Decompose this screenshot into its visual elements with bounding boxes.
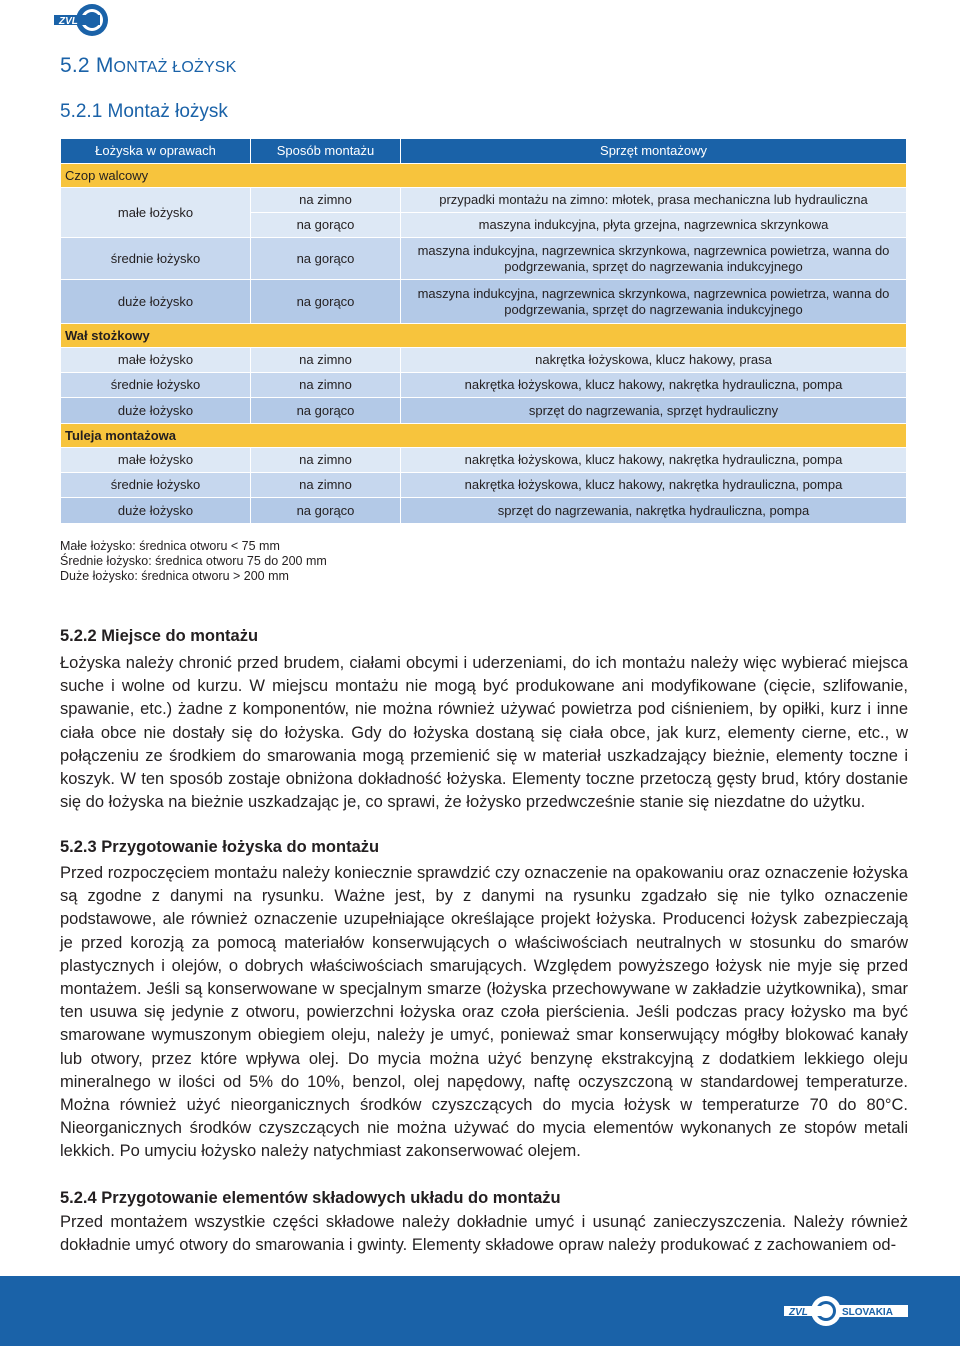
section-title-rest: ONTAŻ ŁOŻYSK [113,59,237,76]
mount-method: na zimno [251,448,401,473]
svg-text:SLOVAKIA: SLOVAKIA [842,1307,893,1318]
mount-method: na zimno [251,188,401,213]
paragraph-5-2-2: Łożyska należy chronić przed brudem, ciałami obcymi i uderzeniami, do ich montażu należy więc wybierać miejsca suche i wolne od kurzu. W miejscu montażu nie mogą być produkowane ani modyfikowane (cięcie, szlifowanie, spawanie, etc.) żadne z komponentów, nie można również używać powietrza pod ciśnieniem, by opiłki, kurz i inne ciała obce nie dostały się do łożyska. Gdy do łożyska dostaną się ciała obce, jak kurz, elementy cierne, etc., w połączeniu ze środkiem do smarowania mogą przemienić się w materiał uszkadzający bieżnie, elementy toczne i koszyk. W ten sposób zostaje obniżona dokładność łożyska. Elementy toczne przetoczą gęsty brud, który dostanie się do łożyska na bieżnie uszkadzając je, co sprawi, że łożysko przedwcześnie stanie się niezdatne do użytku. [60,654,908,812]
mount-equipment: nakrętka łożyskowa, klucz hakowy, prasa [401,348,907,373]
section-number: 5.2 [60,54,90,77]
table-header-row [61,139,907,164]
heading-5-2-4: 5.2.4 Przygotowanie elementów składowych układu do montażu [60,1189,561,1207]
section-title-first: M [95,54,114,77]
note-line: Średnie łożysko: średnica otworu 75 do 200 mm [60,554,327,568]
bearing-size: średnie łożysko [61,373,251,398]
mount-equipment: maszyna indukcyjna, płyta grzejna, nagrzewnica skrzynkowa [401,213,907,238]
mount-equipment: przypadki montażu na zimno: młotek, prasa mechaniczna lub hydrauliczna [401,188,907,213]
note-line: Duże łożysko: średnica otworu > 200 mm [60,569,289,583]
table-row [61,280,907,324]
mounting-table [60,138,907,524]
group-title-row [61,324,907,348]
group-title-row [61,164,907,188]
mount-equipment: sprzęt do nagrzewania, nakrętka hydrauliczna, pompa [401,498,907,524]
table-row [61,373,907,398]
mount-method: na gorąco [251,213,401,238]
zvl-logo [52,2,112,38]
svg-text:ZVL: ZVL [789,1307,808,1318]
mount-equipment: nakrętka łożyskowa, klucz hakowy, nakrętka hydrauliczna, pompa [401,448,907,473]
group-title-row [61,424,907,448]
table-row [61,498,907,524]
header-bearings: Łożyska w oprawach [61,139,251,164]
mount-method: na zimno [251,348,401,373]
group-title: Czop walcowy [61,164,907,188]
table-row [61,188,907,213]
table-row [61,398,907,424]
mount-method: na zimno [251,373,401,398]
mount-equipment: maszyna indukcyjna, nagrzewnica skrzynkowa, nagrzewnica powietrza, wanna do podgrzewania, sprzęt do nagrzewania indukcyjnego [401,280,907,324]
mount-method: na gorąco [251,498,401,524]
bearing-size: duże łożysko [61,498,251,524]
table-row [61,448,907,473]
bearing-size: duże łożysko [61,398,251,424]
mount-equipment: nakrętka łożyskowa, klucz hakowy, nakrętka hydrauliczna, pompa [401,373,907,398]
bearing-size: duże łożysko [61,280,251,324]
bearing-size: małe łożysko [61,348,251,373]
mount-equipment: sprzęt do nagrzewania, sprzęt hydrauliczny [401,398,907,424]
mount-method: na gorąco [251,238,401,280]
header-equipment: Sprzęt montażowy [401,139,907,164]
heading-5-2-3: 5.2.3 Przygotowanie łożyska do montażu [60,838,380,856]
bearing-size: średnie łożysko [61,473,251,498]
size-notes [60,539,327,584]
mount-method: na zimno [251,473,401,498]
table-row [61,473,907,498]
group-title: Wał stożkowy [61,324,907,348]
paragraph-5-2-4: Przed montażem wszystkie części składowe należy dokładnie umyć i usunąć zanieczyszczenia. Należy również dokładnie umyć otwory do smarowania i gwinty. Elementy składowe opraw należy produkować z zachowaniem od- [60,1213,908,1255]
note-line: Małe łożysko: średnica otworu < 75 mm [60,539,280,553]
bearing-size: średnie łożysko [61,238,251,280]
mount-method: na gorąco [251,280,401,324]
header-method: Sposób montażu [251,139,401,164]
mount-equipment: maszyna indukcyjna, nagrzewnica skrzynkowa, nagrzewnica powietrza, wanna do podgrzewania, sprzęt do nagrzewania indukcyjnego [401,238,907,280]
paragraph-5-2-3: Przed rozpoczęciem montażu należy koniecznie sprawdzić czy oznaczenie na opakowaniu oraz oznaczenie łożyska są zgodne z danymi na rysunku. Ważne jest, by z danymi na rysunku zgadzało się nie tylko oznaczenie podstawowe, ale również oznaczenie uzupełniające określające projekt łożyska. Producenci łożysk zabezpieczają je przed korozją za pomocą materiałów konserwujących o właściwościach neutralnych w stosunku do smarów plastycznych i olejów, o dobrych właściwościach smarujących. Względem powyższego łożysk nie myje się przed montażem. Jeśli są konserwowane w specjalnym smarze (łożyska przechowywane w zakładzie użytkownika), smar ten usuwa się jedynie z otworu, powierzchni łożyska oraz czoła pierścienia. Jeśli podczas pracy łożysko ma być smarowane wymuszonym obiegiem oleju, należy je umyć, ponieważ smar konserwujący mógłby blokować kanały lub otwory, przez które wpływa olej. Do mycia można użyć benzynę ekstrakcyjną z dodatkiem lekkiego oleju mineralnego w ilości od 5% do 10%, benzol, olej napędowy, naftę oczyszczoną w standardowej temperaturze. Można również użyć nieorganicznych środków czyszczących do mycia łożysk w temperaturze 70 do 80°C. Nieorganicznych środków czyszczących nie można używać do mycia elementów wykonanych ze stopów metali lekkich. Po umyciu łożysko należy natychmiast zakonserwować olejem. [60,864,908,1161]
mount-method: na gorąco [251,398,401,424]
table-row [61,238,907,280]
table-row [61,348,907,373]
bearing-size: małe łożysko [61,448,251,473]
mount-equipment: nakrętka łożyskowa, klucz hakowy, nakrętka hydrauliczna, pompa [401,473,907,498]
svg-text:ZVL: ZVL [59,16,78,27]
subsection-title: 5.2.1 Montaż łożysk [60,101,228,122]
heading-5-2-2: 5.2.2 Miejsce do montażu [60,627,259,645]
group-title: Tuleja montażowa [61,424,907,448]
section-title [60,54,237,78]
bearing-size: małe łożysko [61,188,251,238]
zvl-slovakia-logo [762,1294,912,1328]
